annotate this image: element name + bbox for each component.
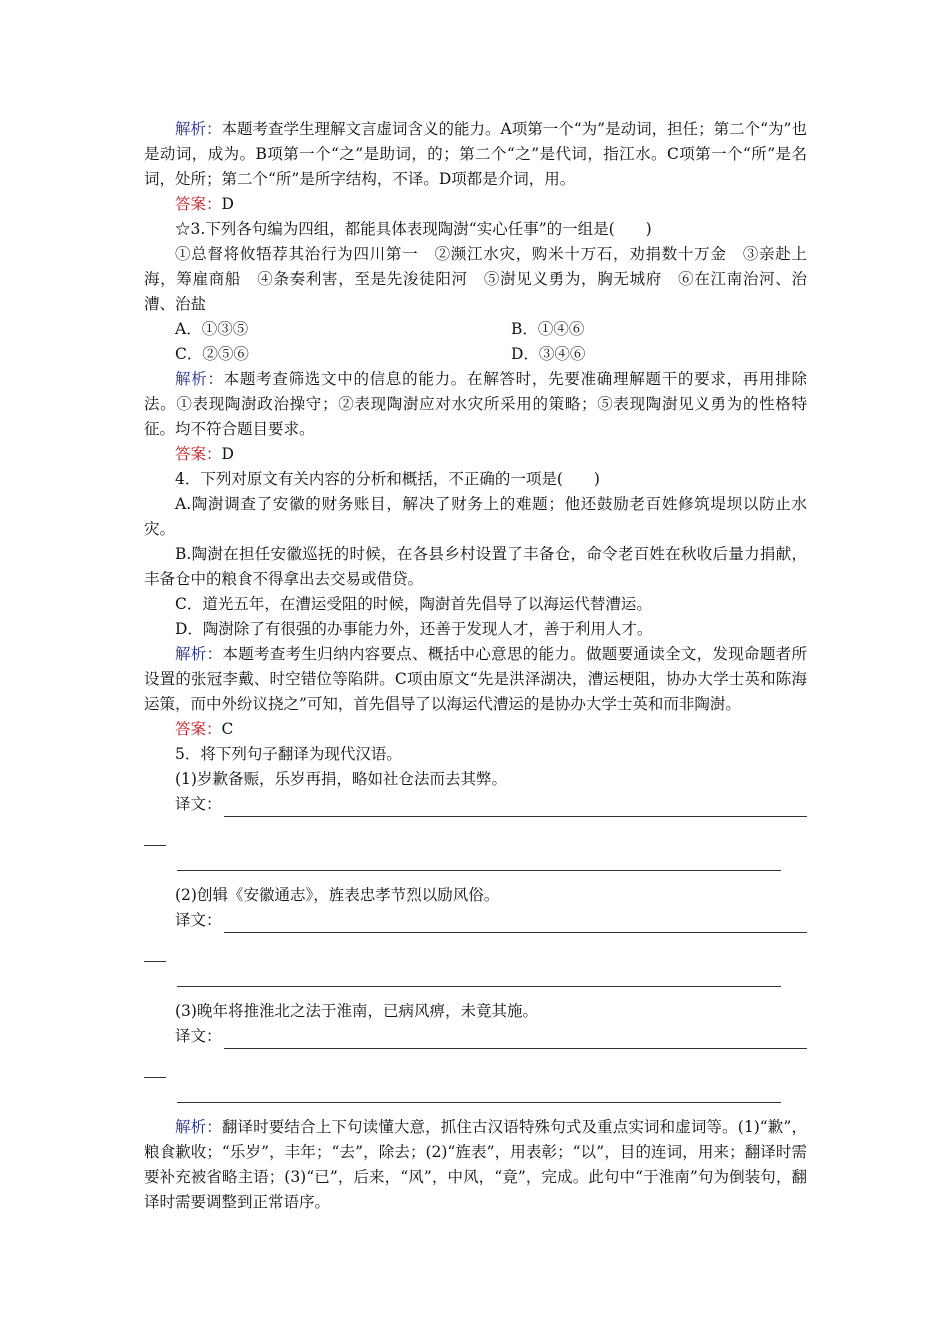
q3-option-a: A．①③⑤ bbox=[175, 320, 249, 338]
translation-label: 译文： bbox=[175, 1027, 222, 1045]
q3-option-d: D．③④⑥ bbox=[511, 345, 586, 363]
analysis-label: 解析： bbox=[175, 645, 223, 663]
answer-value: D bbox=[221, 445, 234, 463]
q4-option-b: B.陶澍在担任安徽巡抚的时候，在各县乡村设置了丰备仓，命令老百姓在秋收后量力捐献，丰备仓中的粮食不得拿出去交易或借贷。 bbox=[144, 545, 807, 588]
q3-answer bbox=[144, 442, 807, 467]
answer-blank[interactable] bbox=[224, 915, 807, 933]
q2-answer bbox=[144, 192, 807, 217]
answer-label: 答案： bbox=[175, 445, 222, 463]
q3-option-c: C．②⑤⑥ bbox=[175, 345, 249, 363]
analysis-text: 本题考查考生归纳内容要点、概括中心意思的能力。做题要通读全文，发现命题者所设置的张冠李戴、时空错位等陷阱。C项由原文“先是洪泽湖决，漕运梗阻，协办大学士英和陈海运策，而中外纷议挠之”可知，首先倡导了以海运代漕运的是协办大学士英和而非陶澍。 bbox=[144, 645, 807, 713]
q5-sentence-3: (3)晚年将推淮北之法于淮南，已病风痹，未竟其施。 bbox=[175, 1002, 538, 1020]
q2-analysis bbox=[144, 117, 807, 192]
q4-option-a: A.陶澍调查了安徽的财务账目，解决了财务上的难题；他还鼓励老百姓修筑堤坝以防止水灾。 bbox=[144, 495, 807, 538]
q4-answer bbox=[144, 717, 807, 742]
translation-line-1 bbox=[144, 792, 807, 817]
analysis-text: 翻译时要结合上下句读懂大意，抓住古汉语特殊句式及重点实词和虚词等。(1)“歉”，粮食歉收；“乐岁”，丰年；“去”，除去；(2)“旌表”，用表彰；“以”，目的连词，用来；翻译时需要补充被省略主语；(3)“已”，后来，“风”，中风，“竟”，完成。此句中“于淮南”句为倒装句，翻译时需要调整到正常语序。 bbox=[144, 1118, 807, 1211]
translation-line-3 bbox=[144, 1024, 807, 1049]
q3-stem: ☆3.下列各句编为四组，都能具体表现陶澍“实心任事”的一组是( ) bbox=[175, 220, 652, 238]
answer-blank-2[interactable] bbox=[177, 846, 781, 871]
blank-continuation bbox=[144, 817, 166, 846]
q4-stem: 4．下列对原文有关内容的分析和概括，不正确的一项是( ) bbox=[175, 470, 600, 488]
q5-analysis bbox=[144, 1115, 807, 1215]
q4-option-d: D．陶澍除了有很强的办事能力外，还善于发现人才，善于利用人才。 bbox=[175, 620, 653, 638]
q3-options-row-2 bbox=[144, 342, 807, 367]
q5-stem: 5．将下列句子翻译为现代汉语。 bbox=[175, 745, 402, 763]
answer-value: D bbox=[221, 195, 234, 213]
q5-sentence-2: (2)创辑《安徽通志》，旌表忠孝节烈以励风俗。 bbox=[175, 886, 500, 904]
answer-blank[interactable] bbox=[224, 799, 807, 817]
answer-label: 答案： bbox=[175, 195, 222, 213]
q3-option-b: B．①④⑥ bbox=[511, 320, 585, 338]
q5-sentence-1: (1)岁歉备赈，乐岁再捐，略如社仓法而去其弊。 bbox=[175, 770, 507, 788]
translation-line-2 bbox=[144, 908, 807, 933]
document-page bbox=[144, 117, 807, 1215]
q4-analysis bbox=[144, 642, 807, 717]
answer-label: 答案： bbox=[175, 720, 222, 738]
analysis-label: 解析： bbox=[175, 120, 222, 138]
analysis-label: 解析： bbox=[175, 370, 224, 388]
answer-value: C bbox=[221, 720, 234, 738]
q3-items: ①总督将攸牾荐其治行为四川第一 ②濒江水灾，购米十万石，劝捐数十万金 ③亲赴上海，筹雇商船 ④条奏利害，至是先浚徒阳河 ⑤澍见义勇为，胸无城府 ⑥在江南治河、治漕、治盐 bbox=[144, 245, 807, 313]
translation-label: 译文： bbox=[175, 795, 222, 813]
analysis-text: 本题考查学生理解文言虚词含义的能力。A项第一个“为”是动词，担任；第二个“为”也是动词，成为。B项第一个“之”是助词，的；第二个“之”是代词，指江水。C项第一个“所”是名词，处所；第二个“所”是所字结构，不译。D项都是介词，用。 bbox=[144, 120, 807, 188]
answer-blank-2[interactable] bbox=[177, 962, 781, 987]
analysis-text: 本题考查筛选文中的信息的能力。在解答时，先要准确理解题干的要求，再用排除法。①表现陶澍政治操守；②表现陶澍应对水灾所采用的策略；⑤表现陶澍见义勇为的性格特征。均不符合题目要求。 bbox=[144, 370, 807, 438]
q3-analysis bbox=[144, 367, 807, 442]
q4-option-c: C．道光五年，在漕运受阻的时候，陶澍首先倡导了以海运代替漕运。 bbox=[175, 595, 652, 613]
q3-options-row-1 bbox=[144, 317, 807, 342]
answer-blank-2[interactable] bbox=[177, 1078, 781, 1103]
blank-continuation bbox=[144, 933, 166, 962]
translation-label: 译文： bbox=[175, 911, 222, 929]
analysis-label: 解析： bbox=[175, 1118, 222, 1136]
blank-continuation bbox=[144, 1049, 166, 1078]
answer-blank[interactable] bbox=[224, 1031, 807, 1049]
